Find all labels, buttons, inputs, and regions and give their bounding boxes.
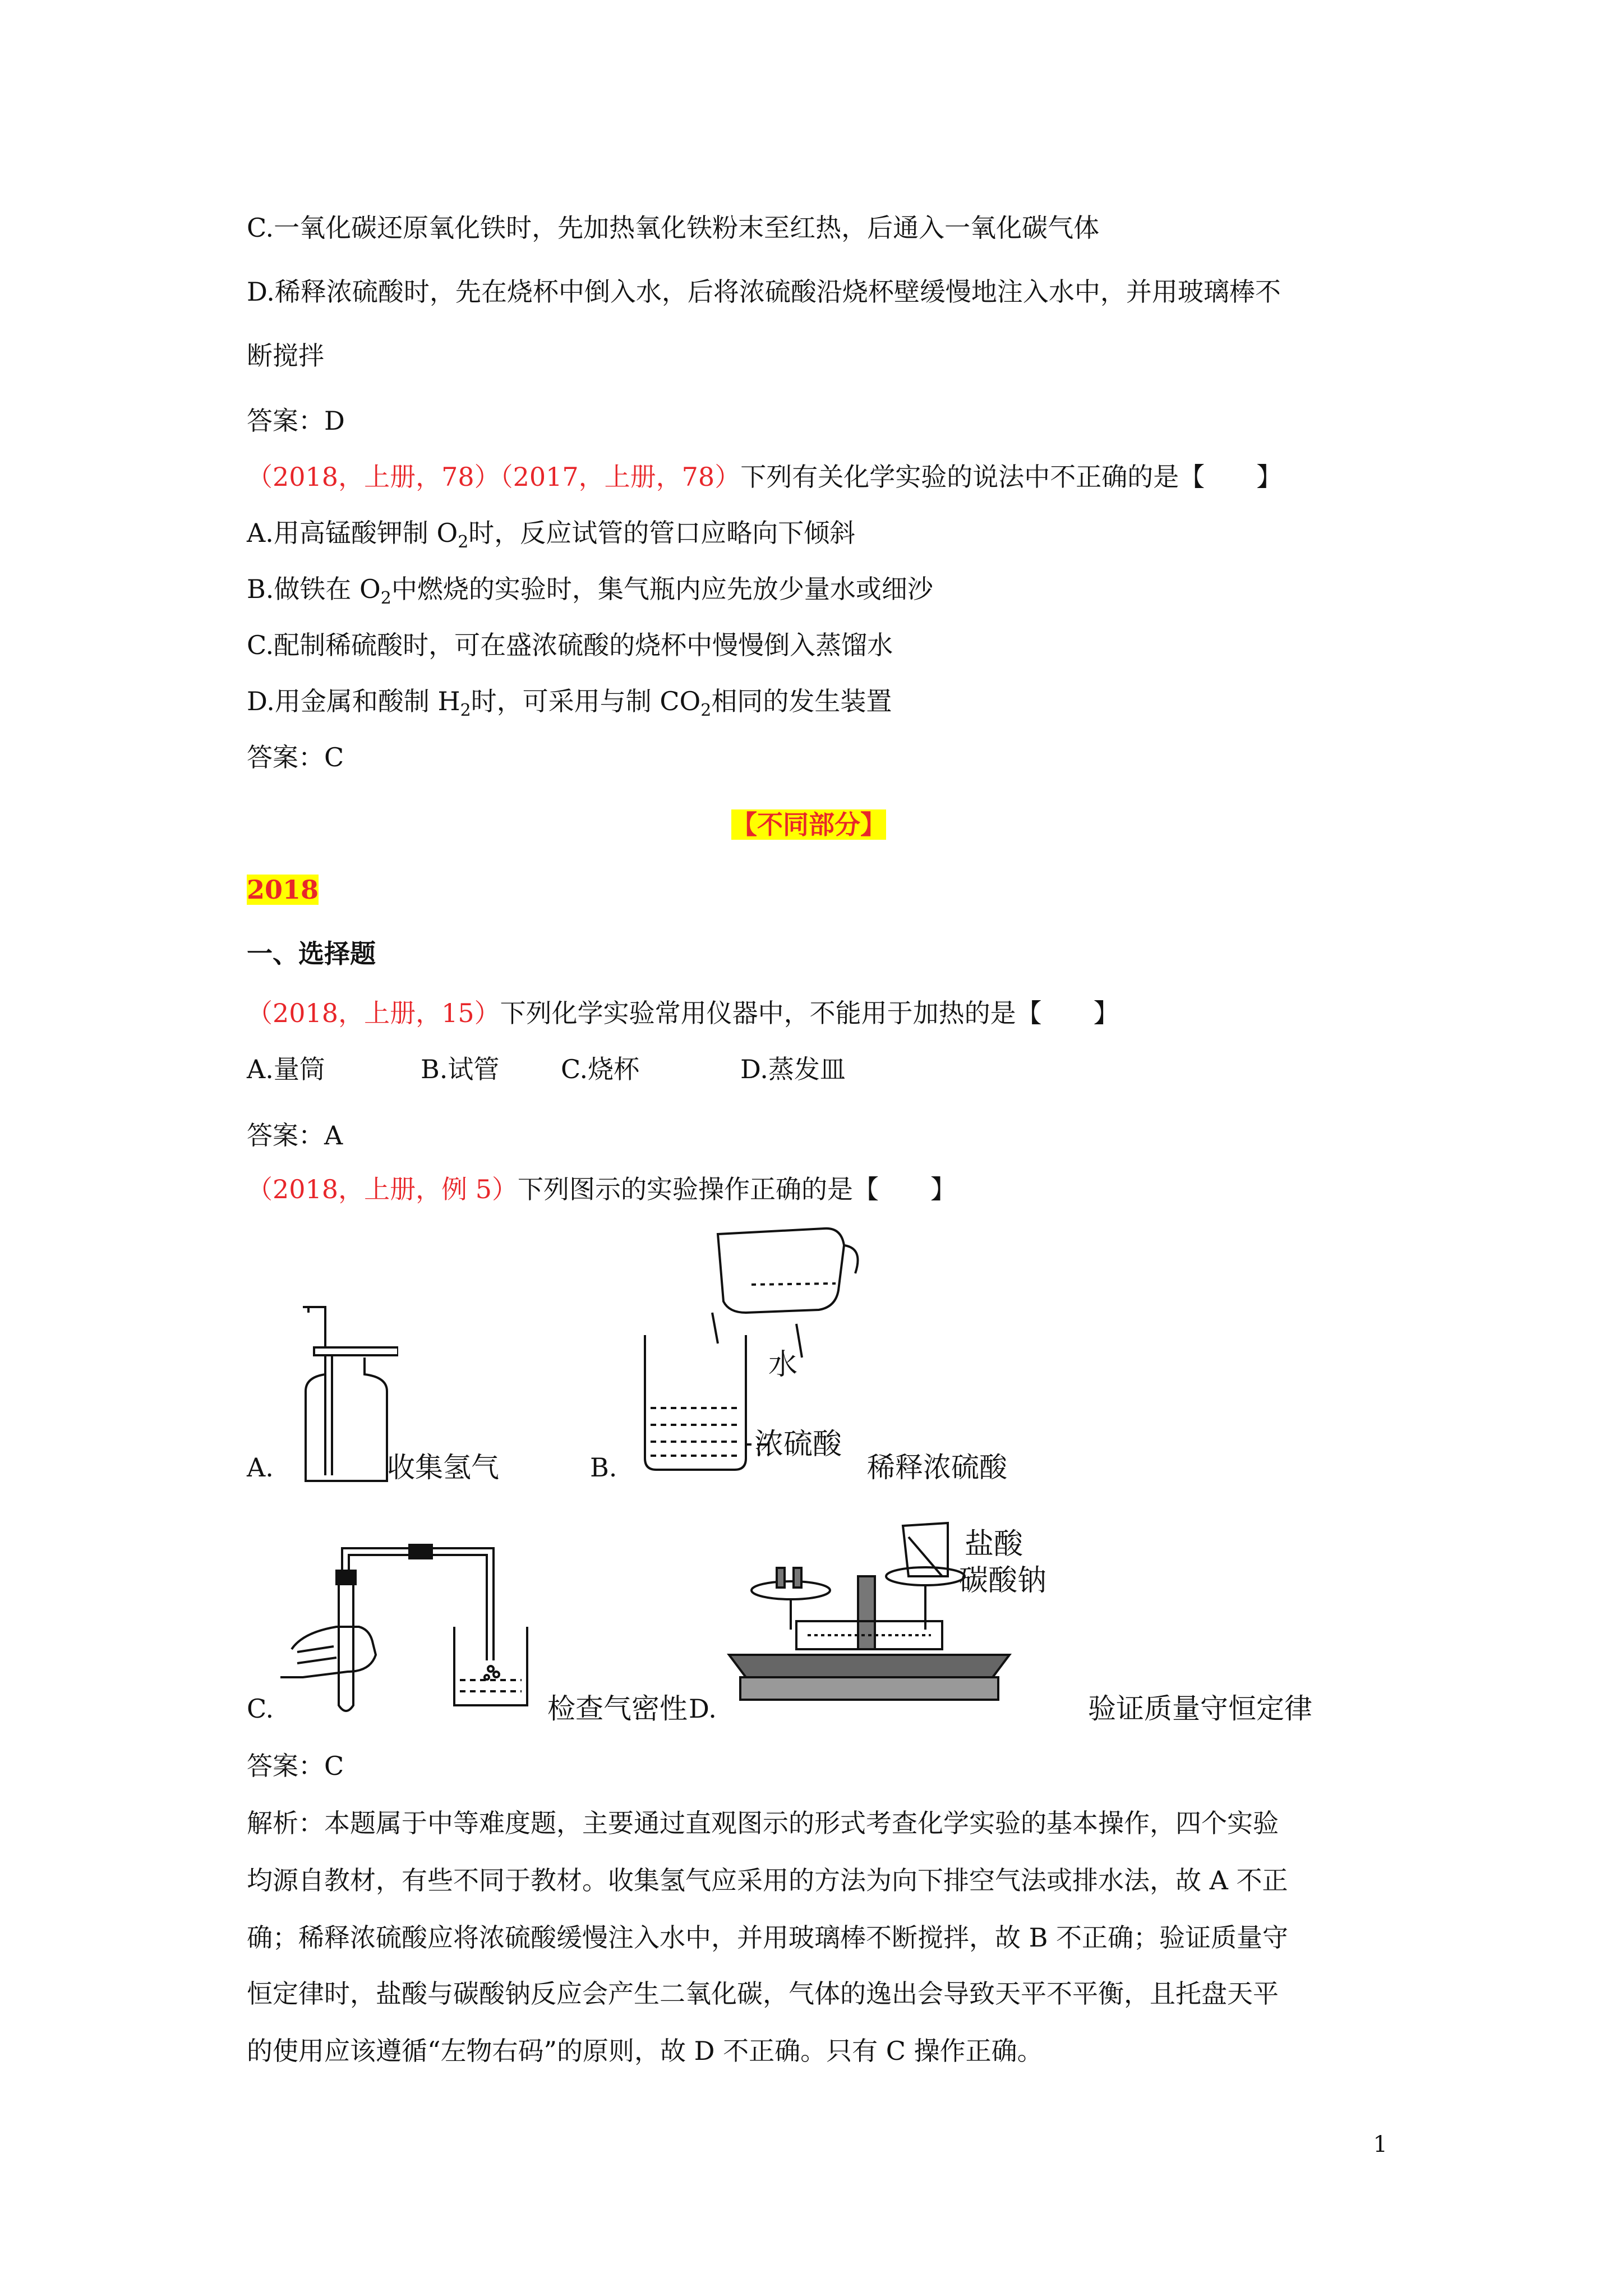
receiving-beaker xyxy=(645,1335,746,1470)
analysis-line-5: 的使用应该遵循“左物右码”的原则，故 D 不正确。只有 C 操作正确。 xyxy=(247,2036,1043,2066)
q5-answer: 答案：C xyxy=(247,1751,344,1781)
question-source: （2018，上册，例 5） xyxy=(247,1174,518,1204)
q15-option-b: B.试管 xyxy=(421,1054,500,1084)
glass-plate xyxy=(314,1347,398,1355)
q15-option-d: D.蒸发皿 xyxy=(740,1054,846,1084)
question-source: （2018，上册，78）（2017，上册，78） xyxy=(247,462,741,492)
question-stem: 下列有关化学实验的说法中不正确的是【 】 xyxy=(740,462,1283,492)
page-number: 1 xyxy=(1373,2132,1387,2157)
analysis-line-2: 均源自教材，有些不同于教材。收集氢气应采用的方法为向下排空气法或排水法，故 A 不正 xyxy=(247,1865,1288,1895)
pouring-beaker xyxy=(718,1228,844,1313)
fig-a-caption: 收集氢气 xyxy=(387,1451,499,1484)
q15-answer: 答案：A xyxy=(247,1120,343,1151)
fig-d-label: D. xyxy=(689,1694,717,1724)
pointer xyxy=(858,1576,875,1649)
q78-option-c: C.配制稀硫酸时，可在盛浓硫酸的烧杯中慢慢倒入蒸馏水 xyxy=(247,630,893,660)
q15-options xyxy=(247,1052,846,1086)
q78-answer: 答案：C xyxy=(247,742,344,772)
bottle-outline xyxy=(306,1358,387,1481)
section-heading: 【不同部分】 xyxy=(731,809,886,840)
q78-option-a: A.用高锰酸钾制 $O_2$时，反应试管的管口应略向下倾斜 xyxy=(247,518,856,552)
q78-option-d: D.用金属和酸制 $H_2$时，可采用与制 $CO_2$相同的发生装置 xyxy=(247,686,892,720)
gas-bottle-figure xyxy=(292,1301,398,1492)
balance-figure xyxy=(723,1515,1116,1722)
fig-d-caption: 验证质量守恒定律 xyxy=(1088,1692,1312,1725)
part-heading: 一、选择题 xyxy=(247,938,376,969)
q15-option-a: A.量筒 xyxy=(247,1054,325,1084)
fig-b-caption: 稀释浓硫酸 xyxy=(867,1451,1007,1484)
question-15-stem xyxy=(247,996,1119,1030)
question-stem: 下列化学实验常用仪器中，不能用于加热的是【 】 xyxy=(500,998,1119,1028)
acid-label: 浓硫酸 xyxy=(754,1428,842,1461)
answer-text: 答案：D xyxy=(247,406,345,436)
question-78-stem xyxy=(247,460,1282,494)
test-tube xyxy=(339,1584,353,1711)
balance-base xyxy=(729,1655,1009,1677)
fig-b-label: B. xyxy=(590,1452,617,1483)
year-heading: 2018 xyxy=(247,875,319,905)
option-c-text: C.一氧化碳还原氧化铁时，先加热氧化铁粉末至红热，后通入一氧化碳气体 xyxy=(247,213,1100,243)
hand-icon xyxy=(280,1627,376,1677)
question-source: （2018，上册，15） xyxy=(247,998,500,1028)
analysis-line-1: 解析：本题属于中等难度题，主要通过直观图示的形式考查化学实验的基本操作，四个实验 xyxy=(247,1808,1279,1838)
option-d-text: D.稀释浓硫酸时，先在烧杯中倒入水，后将浓硫酸沿烧杯壁缓慢地注入水中，并用玻璃棒不 xyxy=(247,277,1281,307)
analysis-line-4: 恒定律时，盐酸与碳酸钠反应会产生二氧化碳，气体的逸出会导致天平不平衡，且托盘天平 xyxy=(247,1978,1279,2009)
fig-c-caption: 检查气密性 xyxy=(547,1692,688,1725)
na2co3-label: 碳酸钠 xyxy=(959,1564,1047,1598)
delivery-tube xyxy=(342,1548,494,1660)
fig-c-label: C. xyxy=(247,1694,274,1724)
airtightness-figure xyxy=(280,1537,550,1722)
fig-a-label: A. xyxy=(247,1452,274,1483)
left-pan xyxy=(751,1581,830,1599)
analysis-line-3: 确；稀释浓硫酸应将浓硫酸缓慢注入水中，并用玻璃棒不断搅拌，故 B 不正确；验证质量守 xyxy=(247,1922,1289,1953)
hcl-label: 盐酸 xyxy=(965,1527,1023,1561)
water-label: 水 xyxy=(768,1348,798,1382)
q15-option-c: C.烧杯 xyxy=(561,1054,640,1084)
question-5-stem xyxy=(247,1172,956,1206)
q78-option-b: B.做铁在 $O_2$中燃烧的实验时，集气瓶内应先放少量水或细沙 xyxy=(247,574,933,608)
option-d-text-cont: 断搅拌 xyxy=(247,341,324,371)
stopper xyxy=(336,1571,356,1584)
question-stem: 下列图示的实验操作正确的是【 】 xyxy=(517,1174,956,1204)
glass-rod xyxy=(712,1313,718,1343)
